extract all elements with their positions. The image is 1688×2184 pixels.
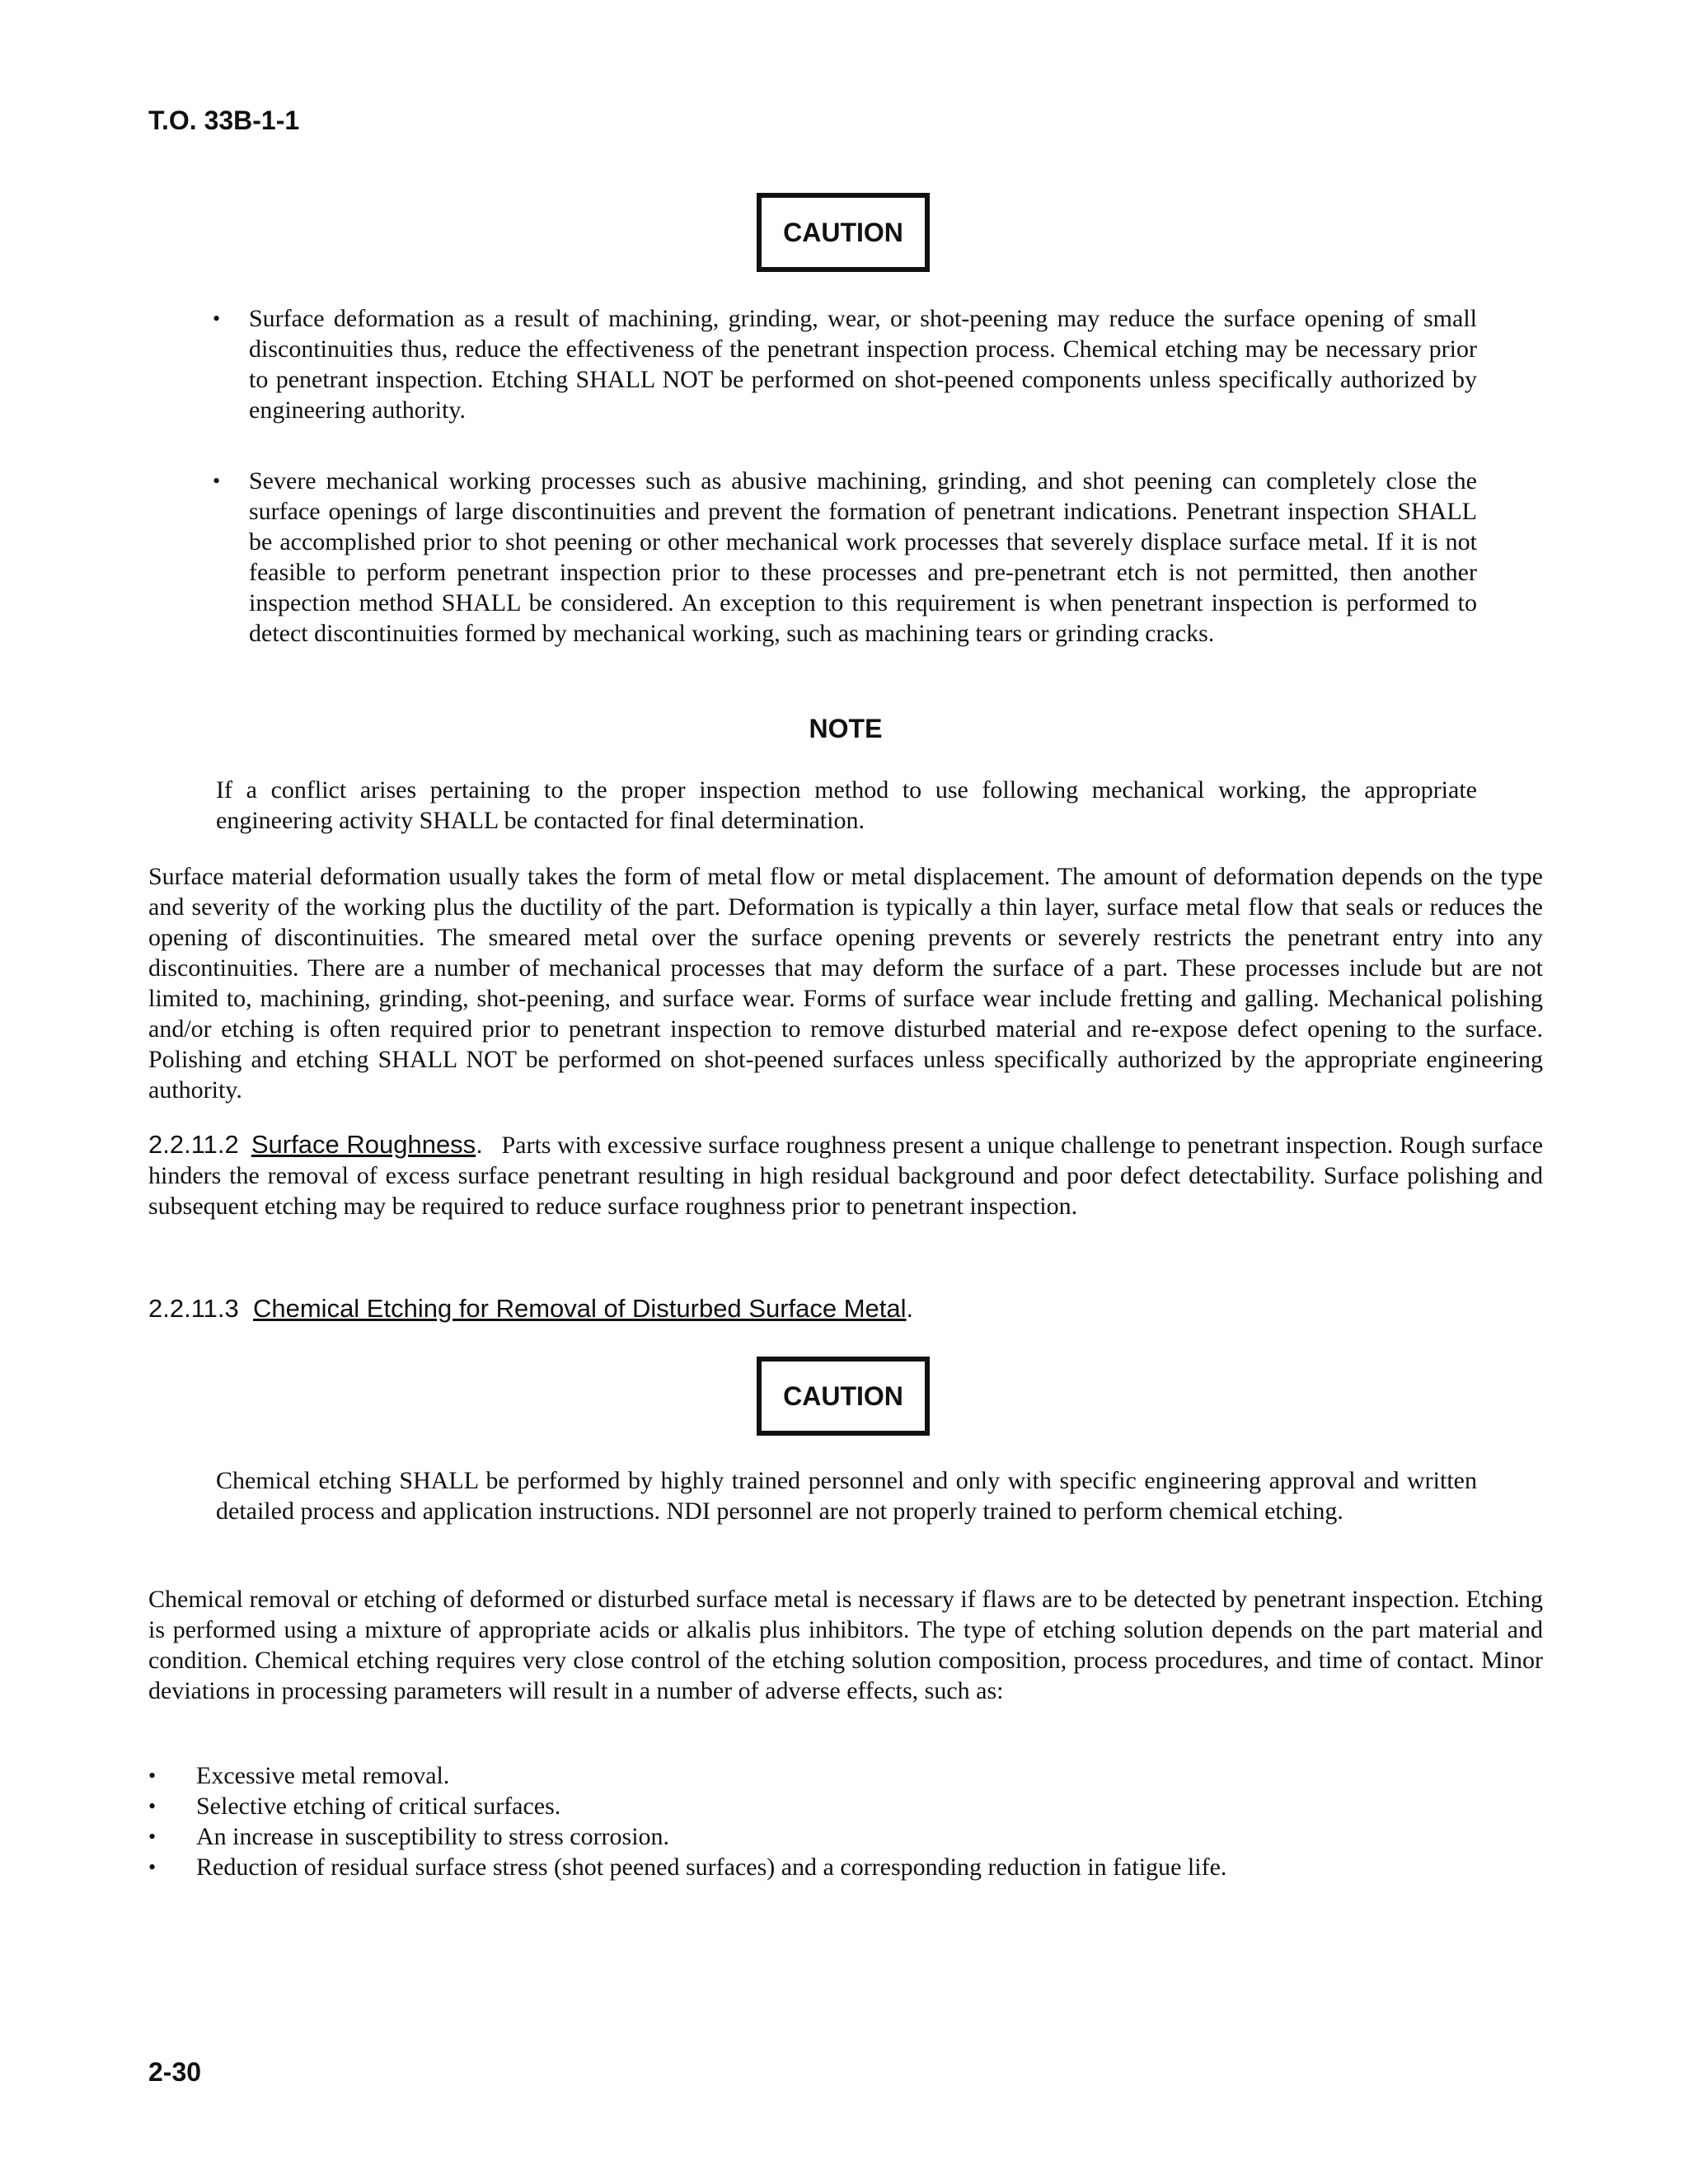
caution-bullet bbox=[213, 303, 1477, 425]
caution-bullet-text: Surface deformation as a result of machining, grinding, wear, or shot-peening may reduce the surface opening of small discontinuities thus, reduce the effectiveness of the penetrant inspection process. Chemical etching may be necessary prior to penetrant inspection. Etching SHALL NOT be performed on shot-peened components unless specifically authorized by engineering authority. bbox=[249, 305, 1477, 424]
deformation-paragraph: Surface material deformation usually takes the form of metal flow or metal displacement. The amount of deformation depends on the type and severity of the working plus the ductility of the part. Deformation is typically a thin layer, surface metal flow that seals or reduces the opening of discontinuities. The smeared metal over the surface opening prevents or severely restricts the penetrant entry into any discontinuities. There are a number of mechanical processes that may deform the surface of a part. These processes include but are not limited to, machining, grinding, shot-peening, and surface wear. Forms of surface wear include fretting and galling. Mechanical polishing and/or etching is often required prior to penetrant inspection to remove disturbed material and re-expose defect opening to the surface. Polishing and etching SHALL NOT be performed on shot-peened surfaces unless specifically authorized by the appropriate engineering authority. bbox=[148, 863, 1543, 1104]
list-item bbox=[148, 1791, 1543, 1821]
list-item-text: An increase in susceptibility to stress corrosion. bbox=[196, 1823, 670, 1850]
caution-text: Chemical etching SHALL be performed by highly trained personnel and only with specific engineering approval and written detailed process and application instructions. NDI personnel are not properly trained to perform chemical etching. bbox=[216, 1467, 1477, 1525]
section-chemical-etching-heading bbox=[148, 1294, 913, 1324]
section-title-punct: . bbox=[906, 1294, 914, 1323]
section-number: 2.2.11.2 bbox=[148, 1130, 239, 1159]
section-surface-roughness bbox=[148, 1129, 1543, 1221]
note-heading: NOTE bbox=[809, 714, 883, 743]
section-number: 2.2.11.3 bbox=[148, 1294, 239, 1323]
section-title: Surface Roughness bbox=[251, 1130, 476, 1159]
list-item bbox=[148, 1852, 1543, 1882]
bullet-icon: • bbox=[213, 307, 221, 330]
section-text: Parts with excessive surface roughness present a unique challenge to penetrant inspection. Rough surface hinders the removal of excess surface penetrant resulting in high residual background and poor defect detectability. Surface polishing and subsequent etching may be required to reduce surface roughness prior to penetrant inspection. bbox=[148, 1132, 1544, 1220]
list-item bbox=[148, 1821, 1543, 1852]
etching-paragraph: Chemical removal or etching of deformed or disturbed surface metal is necessary if flaws are to be detected by penetrant inspection. Etching is performed using a mixture of appropriate acids or alkalis plus inhibitors. The type of etching solution depends on the part material and condition. Chemical etching requires very close control of the etching solution composition, process procedures, and time of contact. Minor deviations in processing parameters will result in a number of adverse effects, such as: bbox=[148, 1586, 1543, 1704]
bullet-icon: • bbox=[148, 1764, 157, 1788]
caution-bullet-text: Severe mechanical working processes such as abusive machining, grinding, and shot peening can completely close the surface openings of large discontinuities and prevent the formation of penetrant indications. Penetrant inspection SHALL be accomplished prior to shot peening or other mechanical work processes that severely displace surface metal. If it is not feasible to perform penetrant inspection prior to these processes and pre-penetrant etch is not permitted, then another inspection method SHALL be considered. An exception to this requirement is when penetrant inspection is performed to detect discontinuities formed by mechanical working, such as machining tears or grinding cracks. bbox=[249, 467, 1477, 647]
bullet-icon: • bbox=[148, 1825, 157, 1849]
list-item-text: Reduction of residual surface stress (shot peened surfaces) and a corresponding reduction in fatigue life. bbox=[196, 1854, 1227, 1881]
section-title-punct: . bbox=[476, 1130, 483, 1159]
list-item-text: Excessive metal removal. bbox=[196, 1762, 450, 1789]
caution-box: CAUTION bbox=[757, 193, 930, 272]
list-item-text: Selective etching of critical surfaces. bbox=[196, 1793, 561, 1820]
bullet-icon: • bbox=[148, 1855, 157, 1879]
note-text: If a conflict arises pertaining to the proper inspection method to use following mechanical working, the appropriate engineering activity SHALL be contacted for final determination. bbox=[216, 776, 1477, 834]
document-id: T.O. 33B-1-1 bbox=[148, 105, 300, 135]
page-number: 2-30 bbox=[148, 2057, 202, 2087]
bullet-icon: • bbox=[213, 469, 221, 493]
list-item bbox=[148, 1760, 1543, 1791]
caution-box: CAUTION bbox=[757, 1357, 930, 1436]
section-title: Chemical Etching for Removal of Disturbed Surface Metal bbox=[252, 1294, 907, 1323]
caution-bullet bbox=[213, 466, 1477, 649]
bullet-icon: • bbox=[148, 1794, 157, 1818]
adverse-effects-list bbox=[148, 1760, 1543, 1882]
